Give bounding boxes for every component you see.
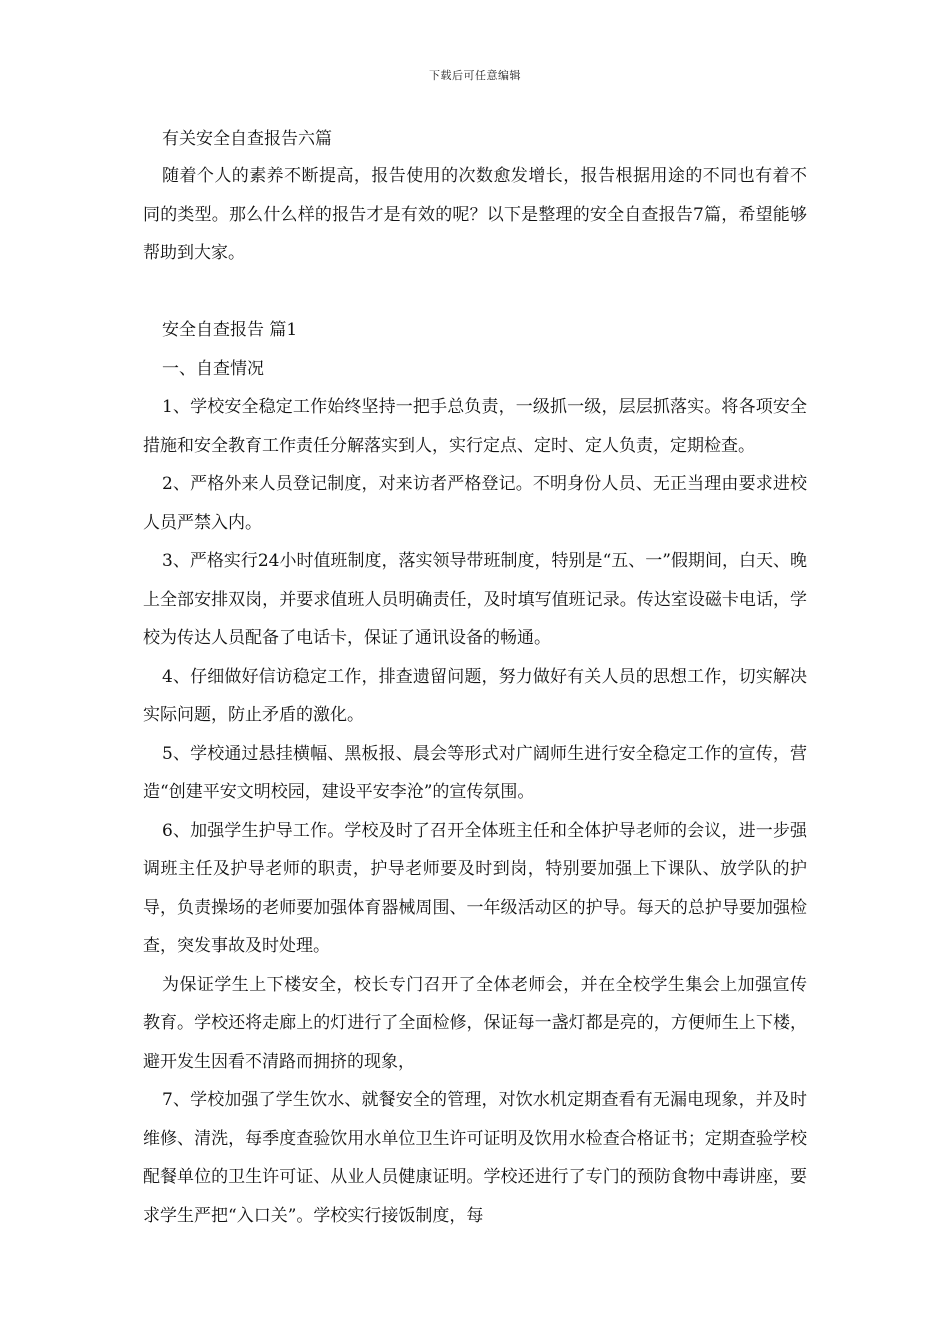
subheading: 一、自查情况 bbox=[162, 358, 264, 379]
paragraph-item-4: 4、仔细做好信访稳定工作，排查遗留问题，努力做好有关人员的思想工作，切实解决实际问题，防止矛盾的激化。 bbox=[143, 666, 807, 725]
paragraph-item-1: 1、学校安全稳定工作始终坚持一把手总负责，一级抓一级，层层抓落实。将各项安全措施和安全教育工作责任分解落实到人，实行定点、定时、定人负责，定期检查。 bbox=[143, 397, 807, 456]
paragraph-item-2: 2、严格外来人员登记制度，对来访者严格登记。不明身份人员、无正当理由要求进校人员严禁入内。 bbox=[143, 474, 807, 533]
section-heading: 安全自查报告 篇1 bbox=[162, 320, 298, 340]
paragraph-stairs-safety: 为保证学生上下楼安全，校长专门召开了全体老师会，并在全校学生集会上加强宣传教育。学校还将走廊上的灯进行了全面检修，保证每一盏灯都是亮的，方便师生上下楼，避开发生因看不清路而拥挤的现象， bbox=[143, 974, 807, 1072]
paragraph-item-3: 3、严格实行24小时值班制度，落实领导带班制度，特别是“五、一”假期间，白天、晚上全部安排双岗，并要求值班人员明确责任，及时填写值班记录。传达室设磁卡电话，学校为传达人员配备了电话卡，保证了通讯设备的畅通。 bbox=[143, 551, 807, 648]
header-note: 下载后可任意编辑 bbox=[429, 69, 521, 82]
paragraph-item-5: 5、学校通过悬挂横幅、黑板报、晨会等形式对广阔师生进行安全稳定工作的宣传，营造“创建平安文明校园，建设平安李沧”的宣传氛围。 bbox=[143, 743, 807, 802]
paragraph-item-7: 7、学校加强了学生饮水、就餐安全的管理，对饮水机定期查看有无漏电现象，并及时维修、清洗，每季度查验饮用水单位卫生许可证明及饮用水检查合格证书；定期查验学校配餐单位的卫生许可证、从业人员健康证明。学校还进行了专门的预防食物中毒讲座，要求学生严把“入口关”。学校实行接饭制度，每 bbox=[143, 1090, 807, 1226]
blank-line bbox=[143, 273, 807, 312]
intro-paragraph: 随着个人的素养不断提高，报告使用的次数愈发增长，报告根据用途的不同也有着不同的类型。那么什么样的报告才是有效的呢？以下是整理的安全自查报告7篇，希望能够帮助到大家。 bbox=[143, 166, 807, 263]
document-body bbox=[143, 126, 807, 1235]
paragraph-item-6: 6、加强学生护导工作。学校及时了召开全体班主任和全体护导老师的会议，进一步强调班主任及护导老师的职责，护导老师要及时到岗，特别要加强上下课队、放学队的护导，负责操场的老师要加强体育器械周围、一年级活动区的护导。每天的总护导要加强检查，突发事故及时处理。 bbox=[143, 820, 807, 956]
document-title: 有关安全自查报告六篇 bbox=[162, 129, 332, 149]
